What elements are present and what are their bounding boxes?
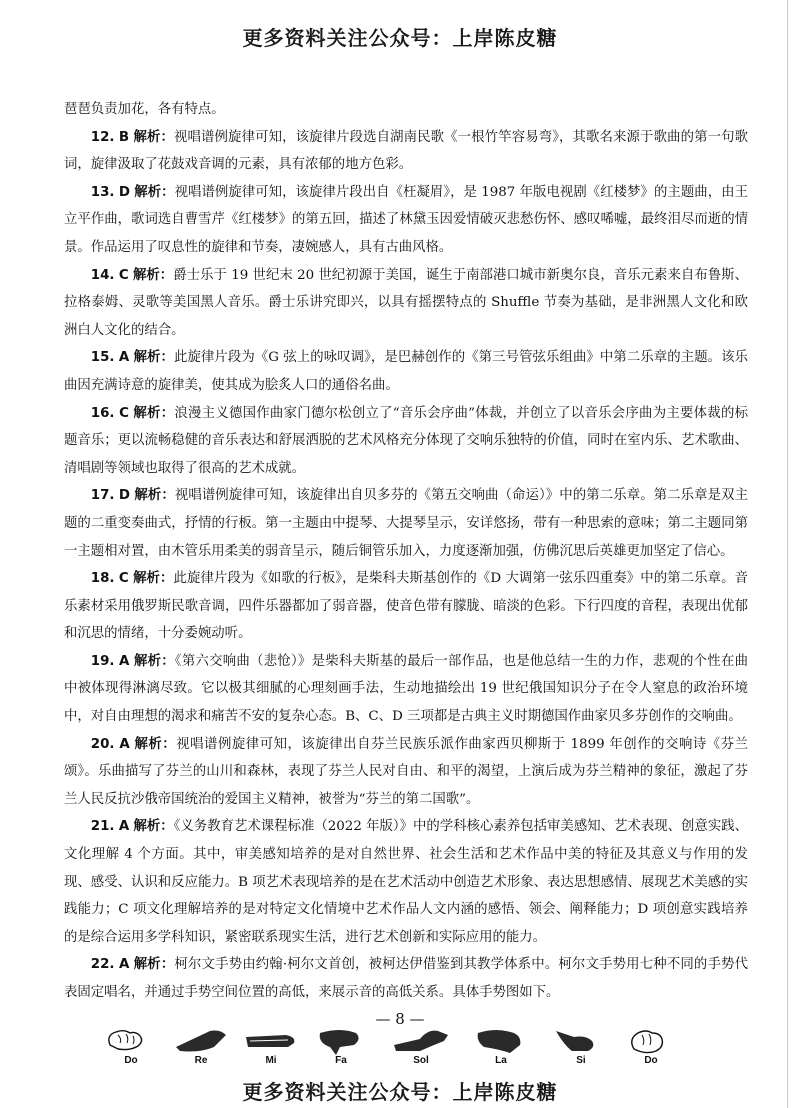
thumb-down-icon	[310, 1025, 372, 1055]
intro-paragraph: 琶琶负责加花，各有特点。	[64, 102, 225, 117]
question-number: 13.	[90, 184, 115, 200]
analysis-text: 此旋律片段为《G 弦上的咏叹调》，是巴赫创作的《第三号管弦乐组曲》中第二乐章的主题。该乐曲因充满诗意的旋律美，使其成为脍炙人口的通俗名曲。	[64, 350, 748, 393]
analysis-label: 解析：	[133, 818, 174, 835]
question-number: 12.	[90, 129, 115, 145]
analysis-text: 此旋律片段为《如歌的行板》，是柴科夫斯基创作的《D 大调第一弦乐四重奏》中的第二乐章。音乐素材采用俄罗斯民歌音调，四件乐器都加了弱音器，使音色带有朦胧、暗淡的色彩。下行四度的音程，表现出优郁和沉思的情绪，十分委婉动听。	[64, 571, 749, 642]
hand-sign-si	[550, 1025, 612, 1073]
hand-sign-re	[170, 1025, 232, 1073]
answer-letter: A	[118, 350, 130, 366]
analysis-label: 解析：	[132, 266, 174, 283]
hand-sign-sol	[390, 1025, 452, 1073]
analysis-label: 解析：	[133, 349, 175, 366]
answer-letter: B	[118, 129, 130, 145]
answer-item	[64, 179, 748, 262]
analysis-label: 解析：	[133, 570, 174, 587]
solfege-label: Do	[124, 1054, 138, 1066]
answer-item	[64, 951, 748, 1006]
page-footer: 更多资料关注公众号：上岸陈皮糖	[242, 1080, 558, 1104]
answer-letter: C	[118, 267, 129, 283]
analysis-text: 视唱谱例旋律可知，该旋律片段选自湖南民歌《一根竹竿容易弯》，其歌名来源于歌曲的第一句歌词，旋律汲取了花鼓戏音调的元素，具有浓郁的地方色彩。	[64, 129, 748, 173]
question-number: 14.	[90, 267, 115, 283]
solfege-label: Mi	[265, 1054, 277, 1066]
analysis-label: 解析：	[133, 404, 175, 421]
hand-slant-icon	[170, 1025, 232, 1055]
pointing-hand-icon	[550, 1025, 612, 1055]
answer-item	[64, 648, 748, 731]
answer-letter: A	[119, 653, 130, 669]
fist-icon	[620, 1025, 682, 1055]
question-number: 19.	[90, 653, 115, 669]
page-number: — 8 —	[375, 1010, 425, 1028]
analysis-label: 解析：	[133, 128, 175, 145]
solfege-label: Re	[194, 1054, 208, 1066]
answer-letter: D	[118, 184, 130, 200]
analysis-label: 解析：	[133, 956, 175, 973]
answer-letter: A	[118, 957, 130, 973]
analysis-text: 《第六交响曲（悲怆）》是柴科夫斯基的最后一部作品，也是他总结一生的力作，悲观的个性在曲中被体现得淋漓尽致。它以极其细腻的心理刻画手法，生动地描绘出 19 世纪俄国知识分子在令人窒息的政治环境中，对自由理想的渴求和痛苦不安的复杂心态。B、C、D 三项都是古典主义时期德国作曲家贝多芬创作的交响曲。	[64, 653, 748, 725]
solfege-label: Si	[576, 1054, 586, 1066]
hand-sign-fa	[310, 1025, 372, 1073]
hand-sign-mi	[240, 1025, 302, 1073]
solfege-label: Sol	[413, 1054, 429, 1066]
hand-sign-do	[100, 1025, 162, 1073]
question-number: 22.	[90, 957, 115, 973]
answer-item	[64, 565, 748, 648]
answer-item	[64, 124, 748, 179]
answer-item	[64, 813, 748, 951]
analysis-text: 视唱谱例旋律可知，该旋律片段出自《枉凝眉》，是 1987 年版电视剧《红楼梦》的主题曲，由王立平作曲，歌词选自曹雪芹《红楼梦》的第五回，描述了林黛玉因爱情破灭悲愁伤怀、感叹唏嘘，最终泪尽而逝的情景。作品运用了叹息性的旋律和节奏，凄婉感人，具有古曲风格。	[64, 184, 749, 255]
question-number: 18.	[90, 571, 115, 587]
flat-hand-icon	[240, 1025, 302, 1055]
curwen-hand-signs	[100, 1025, 700, 1073]
solfege-label: Fa	[335, 1054, 347, 1066]
answer-item	[64, 482, 748, 565]
question-number: 17.	[90, 488, 115, 504]
analysis-text: 浪漫主义德国作曲家门德尔松创立了“音乐会序曲”体裁，并创立了以音乐会序曲为主要体裁的标题音乐；更以流畅稳健的音乐表达和舒展洒脱的艺术风格充分体现了交响乐独特的价值，同时在室内乐、艺术歌曲、清唱剧等领域也取得了很高的艺术成就。	[64, 405, 748, 476]
analysis-text: 爵士乐于 19 世纪末 20 世纪初源于美国，诞生于南部港口城市新奥尔良，音乐元素来自布鲁斯、拉格泰姆、灵歌等美国黑人音乐。爵士乐讲究即兴，以具有摇摆特点的 Shuffle 节奏为基础，是非洲黑人文化和欧洲白人文化的结合。	[64, 267, 748, 338]
analysis-text: 视唱谱例旋律可知，该旋律出自贝多芬的《第五交响曲（命运）》中的第二乐章。第二乐章是双主题的二重变奏曲式，抒情的行板。第一主题由中提琴、大提琴呈示，安详悠扬，带有一种思索的意味；第二主题同第一主题相对置，由木管乐用柔美的弱音呈示，随后铜管乐加入，力度逐渐加强，仿佛沉思后英雄更加坚定了信心。	[64, 488, 749, 559]
page-edge-line	[787, 0, 788, 1108]
answer-text	[64, 96, 748, 1073]
open-hand-icon	[390, 1025, 452, 1055]
page-header: 更多资料关注公众号：上岸陈皮糖	[242, 26, 558, 50]
answer-letter: C	[118, 571, 129, 587]
question-number: 21.	[90, 819, 115, 835]
question-number: 20.	[90, 736, 115, 752]
question-number: 15.	[90, 350, 115, 366]
answer-item	[64, 731, 748, 814]
answer-letter: A	[118, 819, 130, 835]
answer-letter: D	[118, 488, 131, 504]
analysis-text: 《义务教育艺术课程标准（2022 年版）》中的学科核心素养包括审美感知、艺术表现、创意实践、文化理解 4 个方面。其中，审美感知培养的是对自然世界、社会生活和艺术作品中美的特征及其意义与作用的发现、感受、认识和反应能力。B 项艺术表现培养的是在艺术活动中创造艺术形象、表达思想感情、展现艺术美感的实践能力；C 项文化理解培养的是对特定文化情境中艺术作品人文内涵的感悟、领会、阐释能力；D 项创意实践培养的是综合运用多学科知识，紧密联系现实生活，进行艺术创新和实际应用的能力。	[64, 819, 749, 945]
hand-sign-high-do	[620, 1025, 682, 1073]
analysis-label: 解析：	[134, 183, 175, 200]
analysis-label: 解析：	[133, 652, 175, 669]
question-number: 16.	[90, 405, 115, 421]
analysis-text: 柯尔文手势由约翰·柯尔文首创，被柯达伊借鉴到其教学体系中。柯尔文手势用七种不同的手势代表固定唱名，并通过手势空间位置的高低，来展示音的高低关系。具体手势图如下。	[64, 957, 748, 1000]
answer-item	[64, 262, 748, 345]
answer-item	[64, 400, 748, 483]
analysis-text: 视唱谱例旋律可知，该旋律出自芬兰民族乐派作曲家西贝柳斯于 1899 年创作的交响诗《芬兰颂》。乐曲描写了芬兰的山川和森林，表现了芬兰人民对自由、和平的渴望，上演后成为芬兰精神的象征，激起了芬兰人民反抗沙俄帝国统治的爱国主义精神，被誉为“芬兰的第二国歌”。	[64, 736, 748, 807]
solfege-label: La	[495, 1054, 507, 1066]
answer-item	[64, 344, 748, 399]
answer-letter: A	[119, 736, 130, 752]
solfege-label: Do	[644, 1054, 658, 1066]
analysis-label: 解析：	[134, 487, 175, 504]
fist-icon	[100, 1025, 162, 1055]
answer-items	[64, 124, 748, 1007]
analysis-label: 解析：	[134, 735, 177, 752]
hand-sign-la	[470, 1025, 532, 1073]
hand-droop-icon	[470, 1025, 532, 1055]
answer-letter: C	[119, 405, 129, 421]
